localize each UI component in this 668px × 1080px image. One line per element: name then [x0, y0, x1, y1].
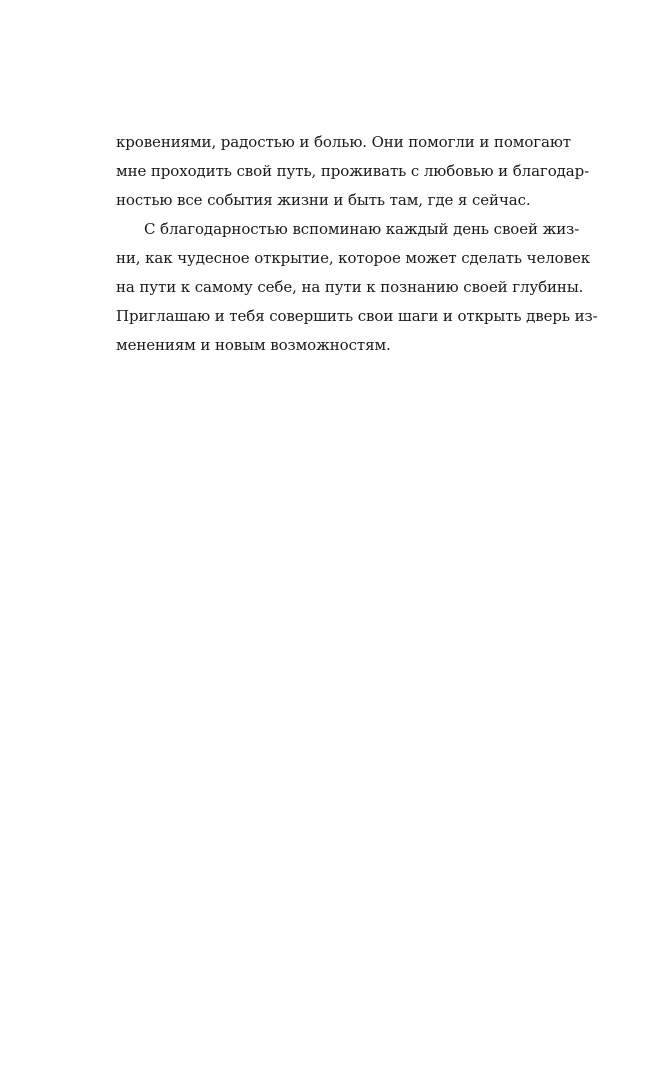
text-line: ни, как чудесное открытие, которое может сделать человек [116, 249, 590, 267]
text-line: ностью все события жизни и быть там, где я сейчас. [116, 191, 531, 209]
text-line: мне проходить свой путь, проживать с любовью и благодар- [116, 162, 590, 180]
text-line: менениям и новым возможностям. [116, 336, 391, 354]
text-line: С благодарностью вспоминаю каждый день своей жиз- [144, 220, 580, 238]
paragraph [116, 215, 598, 360]
paragraph [116, 128, 590, 215]
body-text [116, 128, 598, 360]
text-line: на пути к самому себе, на пути к познанию своей глубины. [116, 278, 584, 296]
text-line: кровениями, радостью и болью. Они помогли и помогают [116, 133, 572, 151]
text-line: Приглашаю и тебя совершить свои шаги и открыть дверь из- [116, 307, 598, 325]
